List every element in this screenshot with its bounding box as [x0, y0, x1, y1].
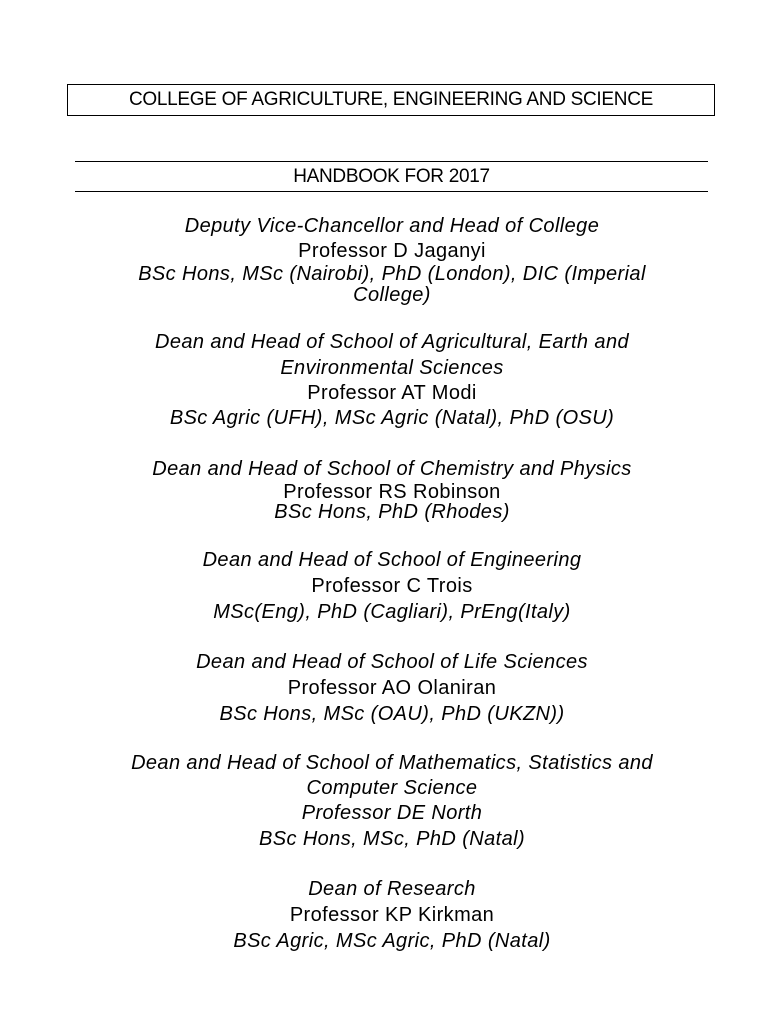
entry-title: Dean and Head of School of Engineering — [202, 549, 582, 571]
college-title-box — [67, 84, 715, 116]
entry-name: Professor DE North — [301, 802, 483, 824]
entry-name: Professor KP Kirkman — [289, 904, 495, 926]
college-title: COLLEGE OF AGRICULTURE, ENGINEERING AND SCIENCE — [129, 89, 653, 110]
divider-top — [75, 161, 708, 162]
entry-name: Professor RS Robinson — [283, 481, 501, 503]
entry-title: Dean and Head of School of Agricultural, Earth and — [155, 331, 629, 353]
entry-title: Dean and Head of School of Life Sciences — [196, 651, 588, 673]
entry-title: Deputy Vice-Chancellor and Head of College — [184, 215, 600, 237]
entry-title: Computer Science — [306, 777, 478, 799]
entry-name: Professor AT Modi — [307, 382, 477, 404]
entry-name: Professor C Trois — [311, 575, 473, 597]
entry-qualifications: BSc Hons, MSc (Nairobi), PhD (London), DIC (Imperial — [138, 263, 646, 285]
entry-name: Professor AO Olaniran — [287, 677, 497, 699]
entry-qualifications: MSc(Eng), PhD (Cagliari), PrEng(Italy) — [213, 601, 571, 623]
divider-bottom — [75, 191, 708, 192]
entry-name: Professor D Jaganyi — [298, 240, 486, 262]
entry-qualifications: BSc Hons, MSc, PhD (Natal) — [258, 828, 526, 850]
entry-title: Dean of Research — [308, 878, 476, 900]
entry-qualifications: College) — [353, 284, 431, 306]
entry-qualifications: BSc Agric, MSc Agric, PhD (Natal) — [233, 930, 551, 952]
entry-title: Environmental Sciences — [280, 357, 504, 379]
entry-qualifications: BSc Hons, MSc (OAU), PhD (UKZN)) — [219, 703, 565, 725]
entry-qualifications: BSc Agric (UFH), MSc Agric (Natal), PhD (OSU) — [169, 407, 615, 429]
entry-title: Dean and Head of School of Chemistry and Physics — [152, 458, 632, 480]
entry-title: Dean and Head of School of Mathematics, Statistics and — [131, 752, 653, 774]
handbook-title: HANDBOOK FOR 2017 — [293, 166, 490, 187]
entry-qualifications: BSc Hons, PhD (Rhodes) — [274, 501, 510, 523]
